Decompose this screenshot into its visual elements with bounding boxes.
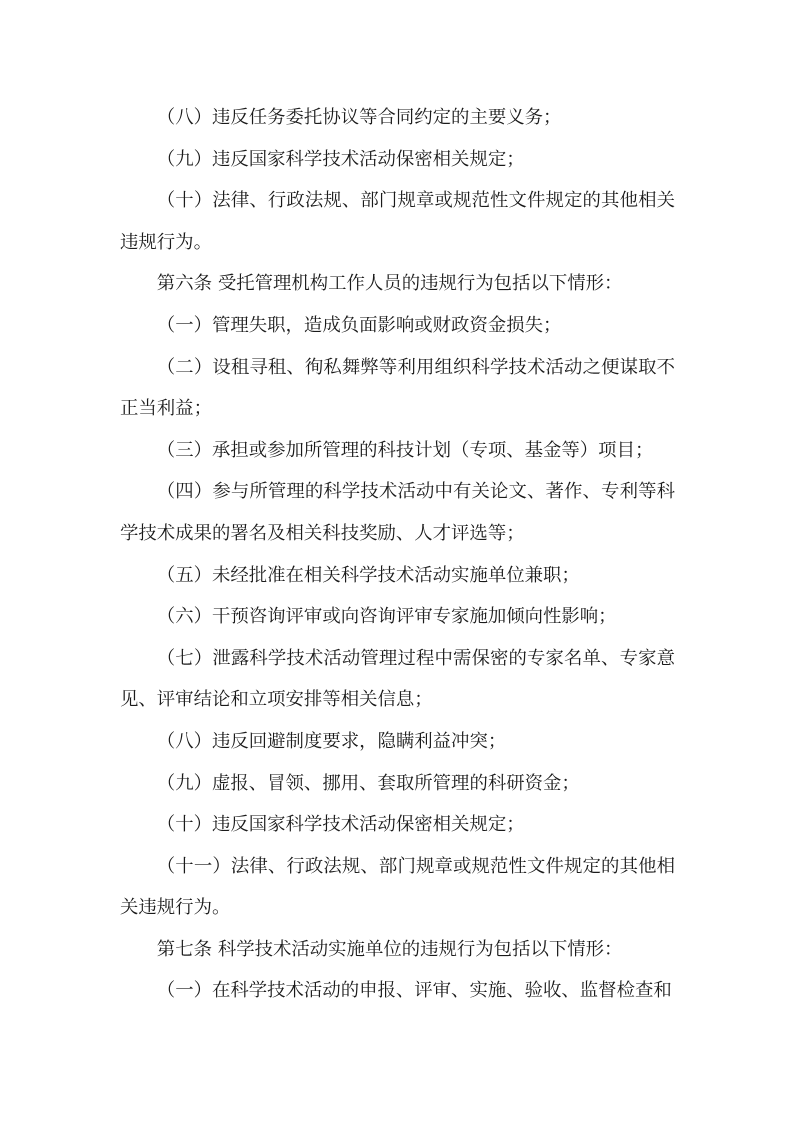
clause-item-9: （九）违反国家科学技术活动保密相关规定； [156, 148, 525, 170]
clause-item-6-6: （六）干预咨询评审或向咨询评审专家施加倾向性影响； [156, 606, 617, 628]
clause-item-10: （十）法律、行政法规、部门规章或规范性文件规定的其他相关违规行为。 [120, 190, 675, 253]
clause-item-6-3: （三）承担或参加所管理的科技计划（专项、基金等）项目； [156, 439, 654, 461]
clause-item-6-2: （二）设租寻租、徇私舞弊等利用组织科学技术活动之便谋取不正当利益； [120, 356, 675, 420]
clause-item-6-10: （十）违反国家科学技术活动保密相关规定； [156, 814, 525, 836]
clause-item-6-5: （五）未经批准在相关科学技术活动实施单位兼职； [156, 564, 580, 586]
article-6-heading: 第六条 受托管理机构工作人员的违规行为包括以下情形： [156, 273, 623, 295]
document-text-block [120, 97, 675, 1012]
clause-item-8: （八）违反任务委托协议等合同约定的主要义务； [156, 107, 562, 128]
article-7-heading: 第七条 科学技术活动实施单位的违规行为包括以下情形： [156, 938, 623, 960]
clause-item-6-1: （一）管理失职，造成负面影响或财政资金损失； [156, 314, 562, 336]
clause-item-6-9: （九）虚报、冒领、挪用、套取所管理的科研资金； [156, 772, 580, 794]
clause-item-6-8: （八）违反回避制度要求，隐瞒利益冲突； [156, 730, 507, 752]
clause-item-7-1: （一）在科学技术活动的申报、评审、实施、验收、监督检查和 [156, 980, 672, 1002]
clause-item-6-7: （七）泄露科学技术活动管理过程中需保密的专家名单、专家意见、评审结论和立项安排等相关信息； [120, 647, 675, 711]
clause-item-6-4: （四）参与所管理的科学技术活动中有关论文、著作、专利等科学技术成果的署名及相关科技奖励、人才评选等； [120, 481, 675, 544]
clause-item-6-11: （十一）法律、行政法规、部门规章或规范性文件规定的其他相关违规行为。 [120, 855, 675, 919]
